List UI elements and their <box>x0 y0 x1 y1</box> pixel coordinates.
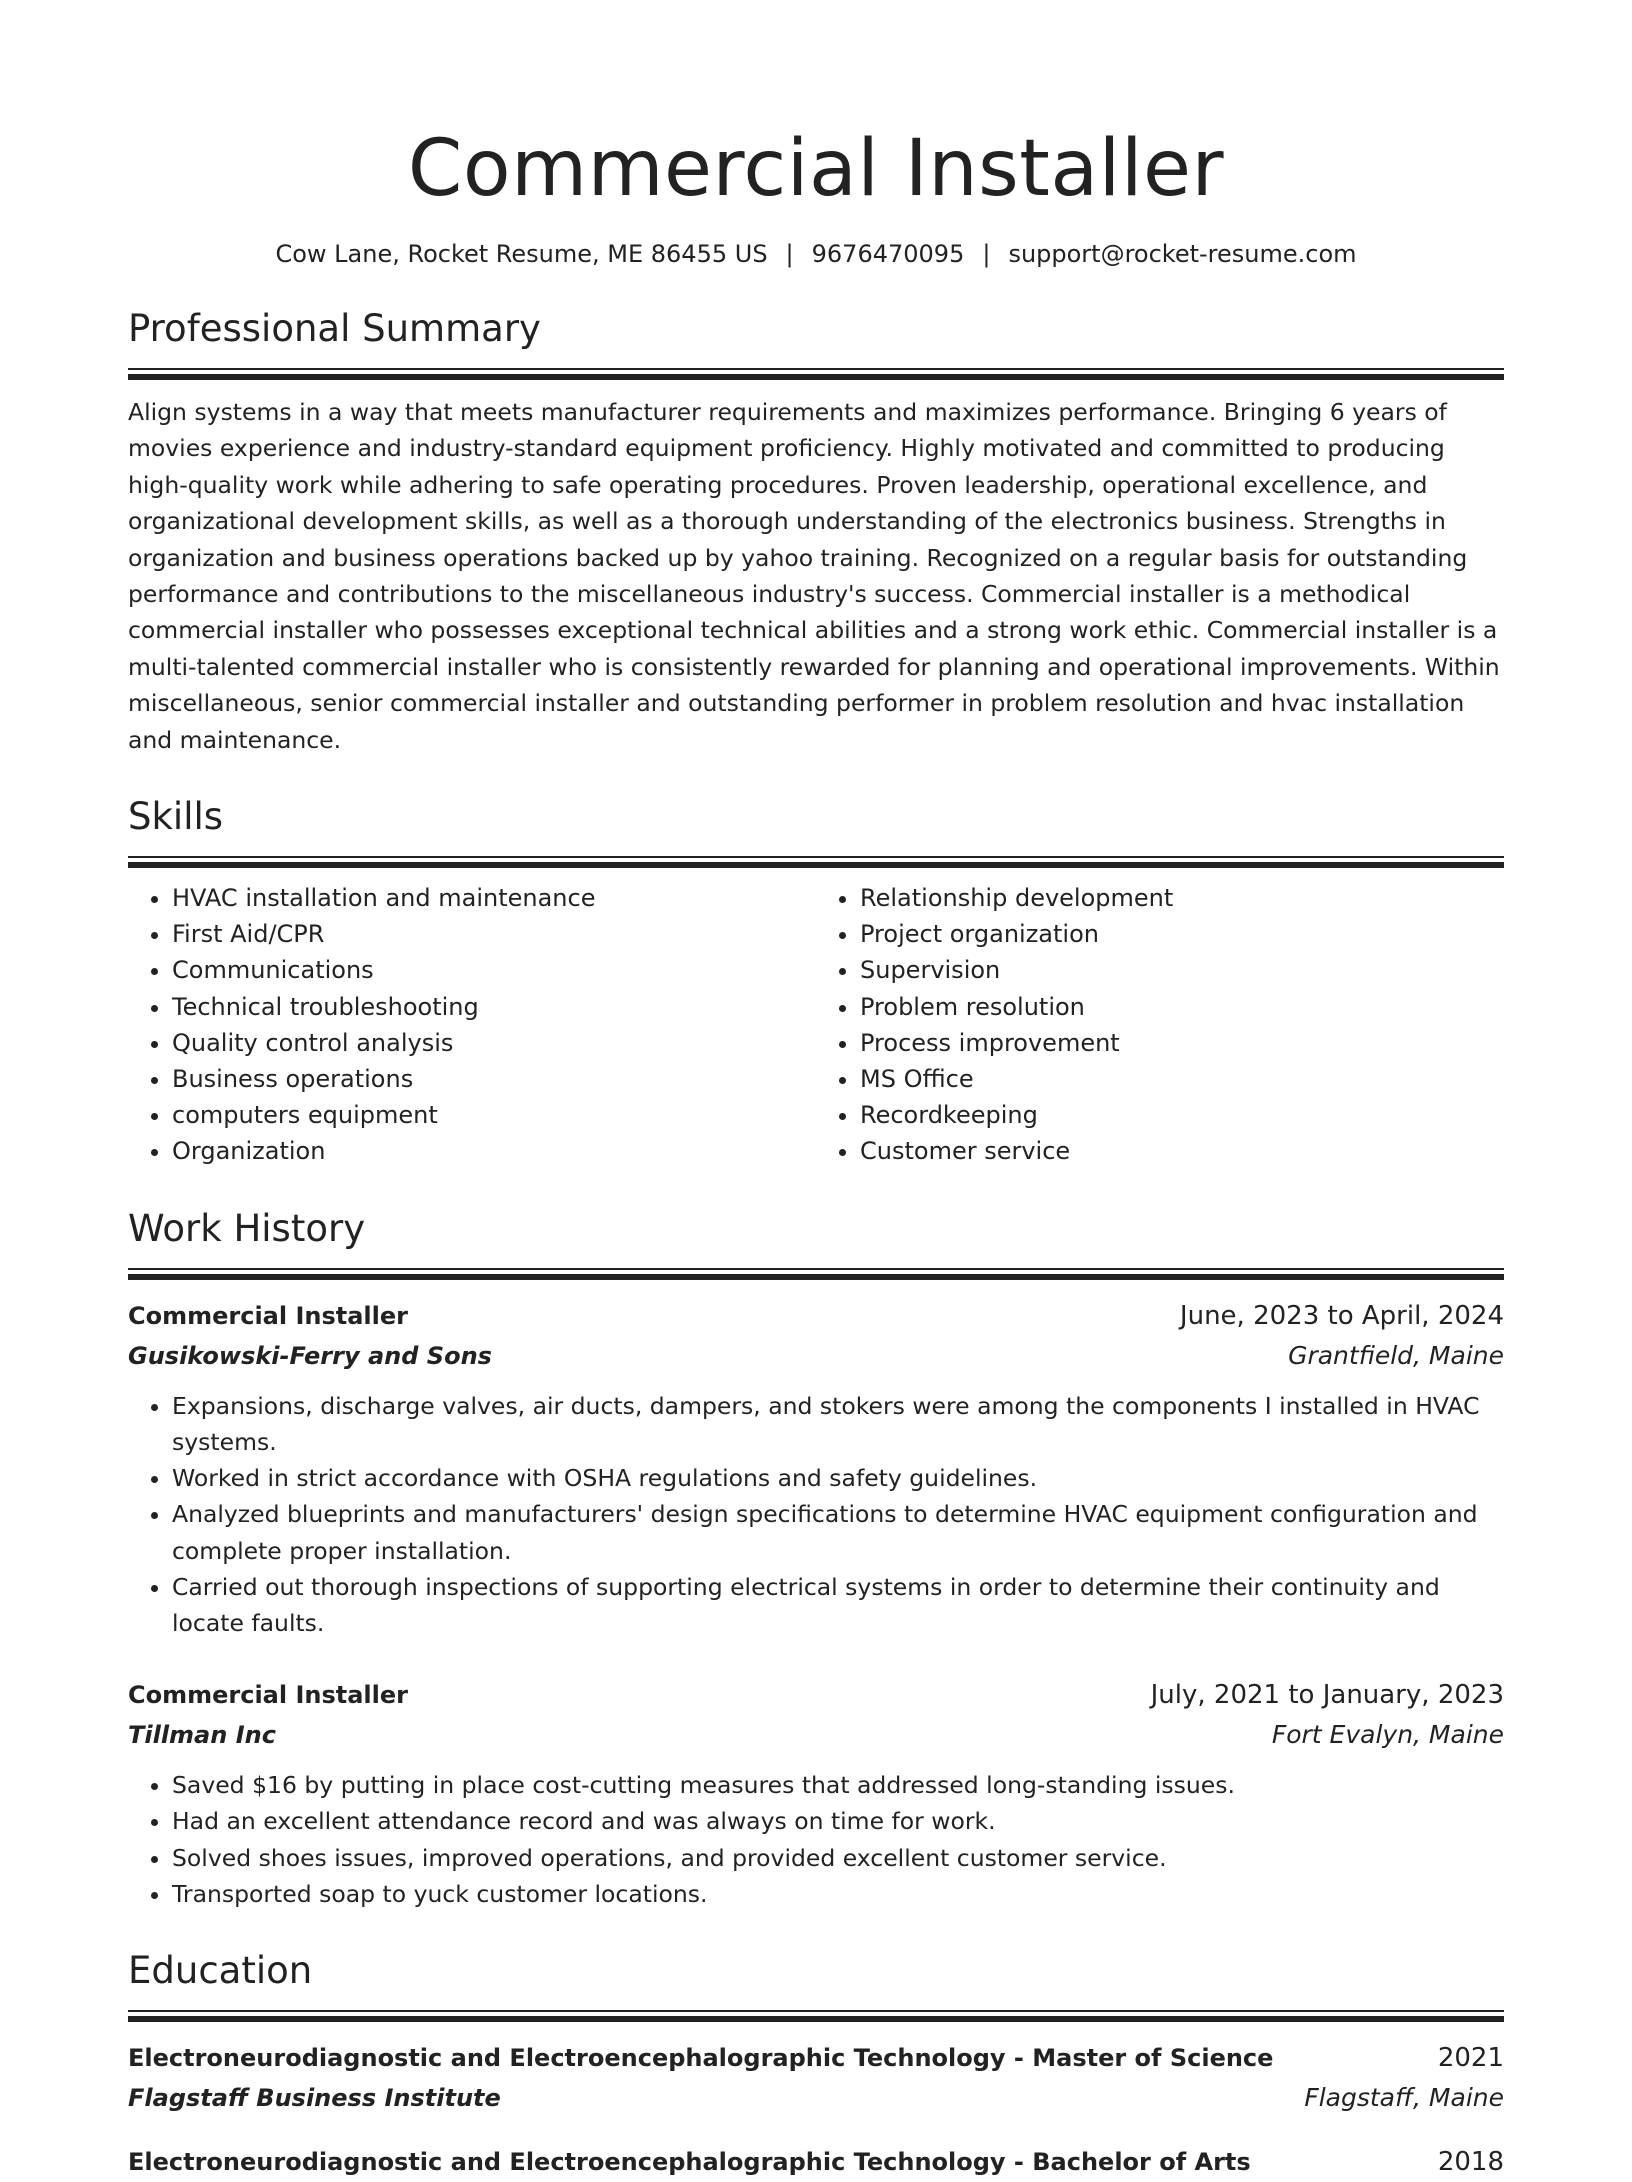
job-title: Commercial Installer <box>128 1301 408 1330</box>
summary-text: Align systems in a way that meets manufacturer requirements and maximizes performance. Bringing 6 years of movies experience and industry-standard equipment proficiency. Highly motivated and committed to producing high-quality work while adhering to safe operating procedures. Proven leadership, operational excellence, and organizational development skills, as well as a thorough understanding of the electronics business. Strengths in organization and business operations backed up by yahoo training. Recognized on a regular basis for outstanding performance and contributions to the miscellaneous industry's success. Commercial installer is a methodical commercial installer who possesses exceptional technical abilities and a strong work ethic. Commercial installer is a multi-talented commercial installer who is consistently rewarded for planning and operational improvements. Within miscellaneous, senior commercial installer and outstanding performer in problem resolution and hvac installation and maintenance. <box>128 398 1500 754</box>
job-bullet: • Analyzed blueprints and manufacturers' design specifications to determine HVAC equipment configuration and complete proper installation. <box>172 1496 1504 1568</box>
education-header-row <box>128 2142 1504 2182</box>
job-dates: July, 2021 to January, 2023 <box>1150 1680 1504 1711</box>
job-bullet: • Had an excellent attendance record and was always on time for work. <box>172 1803 1504 1839</box>
job-bullet: • Saved $16 by putting in place cost-cutting measures that addressed long-standing issues. <box>172 1767 1504 1803</box>
job-entry <box>128 1675 1504 1912</box>
section-divider <box>128 2010 1504 2022</box>
section-heading-education: Education <box>128 1948 313 1992</box>
job-location: Grantfield, Maine <box>1288 1340 1504 1370</box>
section-heading-skills: Skills <box>128 795 224 839</box>
skills-list-right <box>816 880 1504 1170</box>
contact-address: Cow Lane, Rocket Resume, ME 86455 US <box>275 240 768 268</box>
skill-item: • HVAC installation and maintenance <box>172 880 816 916</box>
skill-item: • Technical troubleshooting <box>172 989 816 1025</box>
education-degree: Electroneurodiagnostic and Electroencephalographic Technology - Master of Science <box>128 2043 1274 2072</box>
job-title: Commercial Installer <box>128 1681 408 1710</box>
section-divider <box>128 1268 1504 1280</box>
contact-separator: | <box>785 240 794 268</box>
skill-item: • Quality control analysis <box>172 1025 816 1061</box>
skill-item: • Relationship development <box>860 880 1504 916</box>
job-bullets <box>128 1388 1504 1641</box>
education-entry <box>128 2142 1504 2182</box>
job-header-row <box>128 1296 1504 1336</box>
job-header-row <box>128 1675 1504 1715</box>
skill-item: • Communications <box>172 952 816 988</box>
skill-item: • Process improvement <box>860 1025 1504 1061</box>
skill-item: • First Aid/CPR <box>172 916 816 952</box>
contact-separator: | <box>982 240 991 268</box>
section-heading-work: Work History <box>128 1206 366 1250</box>
skill-item: • Organization <box>172 1133 816 1169</box>
job-bullet: • Transported soap to yuck customer locations. <box>172 1876 1504 1912</box>
job-bullet: • Carried out thorough inspections of supporting electrical systems in order to determine their continuity and locate faults. <box>172 1569 1504 1641</box>
skills-columns <box>128 880 1504 1170</box>
section-divider <box>128 368 1504 380</box>
skill-item: • Business operations <box>172 1061 816 1097</box>
work-history-section <box>128 1206 1504 1912</box>
section-divider <box>128 856 1504 868</box>
skill-item: • Customer service <box>860 1133 1504 1169</box>
skill-item: • Problem resolution <box>860 989 1504 1025</box>
job-bullets <box>128 1767 1504 1912</box>
job-company-row <box>128 1715 1504 1755</box>
job-location: Fort Evalyn, Maine <box>1271 1720 1504 1750</box>
education-entry <box>128 2038 1504 2118</box>
skill-item: • Supervision <box>860 952 1504 988</box>
job-company-row <box>128 1336 1504 1376</box>
candidate-name: Commercial Installer <box>407 124 1225 214</box>
education-location: Flagstaff, Maine <box>1304 2082 1504 2112</box>
education-school-row <box>128 2078 1504 2118</box>
job-company: Tillman Inc <box>128 1721 276 1750</box>
contact-phone: 9676470095 <box>811 240 965 268</box>
job-bullet: • Solved shoes issues, improved operations, and provided excellent customer service. <box>172 1840 1504 1876</box>
skill-item: • MS Office <box>860 1061 1504 1097</box>
education-year: 2018 <box>1437 2146 1504 2177</box>
summary-section <box>128 306 1504 758</box>
education-degree: Electroneurodiagnostic and Electroencephalographic Technology - Bachelor of Arts <box>128 2147 1251 2176</box>
education-header-row <box>128 2038 1504 2078</box>
contact-line <box>128 238 1504 270</box>
job-entry <box>128 1296 1504 1641</box>
skill-item: • Recordkeeping <box>860 1097 1504 1133</box>
skill-item: • computers equipment <box>172 1097 816 1133</box>
skill-item: • Project organization <box>860 916 1504 952</box>
skills-section <box>128 794 1504 1170</box>
education-school: Flagstaff Business Institute <box>128 2083 501 2112</box>
job-dates: June, 2023 to April, 2024 <box>1179 1300 1504 1331</box>
job-bullet: • Worked in strict accordance with OSHA regulations and safety guidelines. <box>172 1460 1504 1496</box>
contact-email: support@rocket-resume.com <box>1008 240 1357 268</box>
education-year: 2021 <box>1437 2042 1504 2073</box>
job-company: Gusikowski-Ferry and Sons <box>128 1341 492 1370</box>
job-bullet: • Expansions, discharge valves, air ducts, dampers, and stokers were among the components I installed in HVAC systems. <box>172 1388 1504 1460</box>
skills-list-left <box>128 880 816 1170</box>
section-heading-summary: Professional Summary <box>128 307 541 350</box>
education-section <box>128 1948 1504 2182</box>
